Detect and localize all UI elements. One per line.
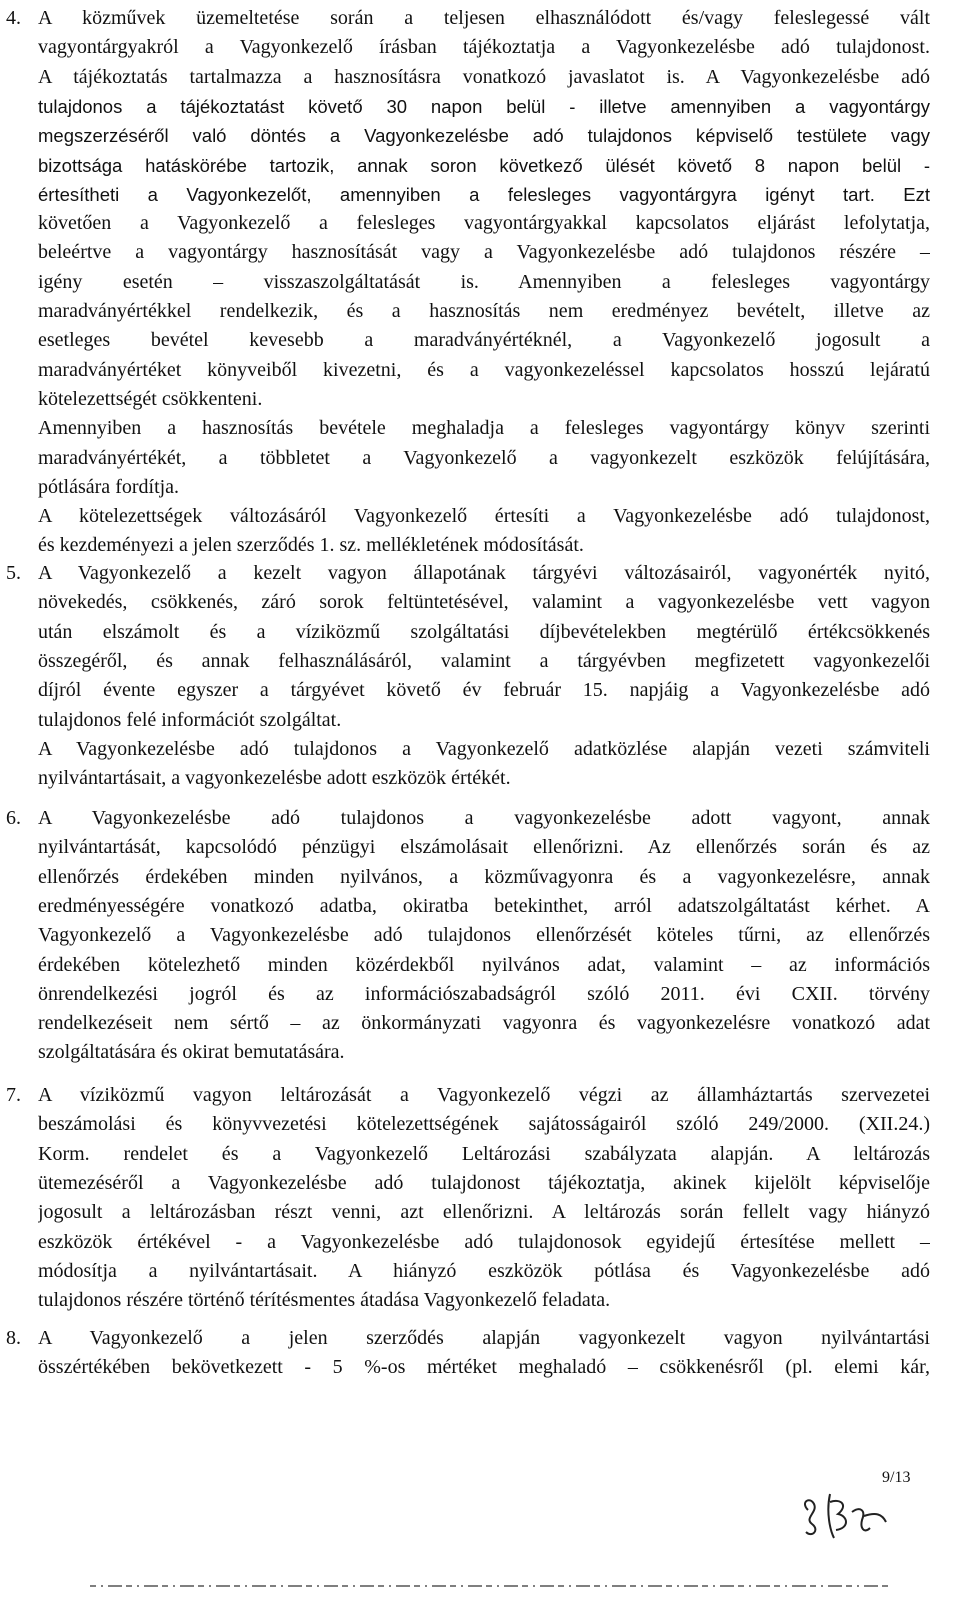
text-line: igény esetén – visszaszolgáltatását is. Amennyiben a felesleges vagyontárgy (38, 270, 930, 293)
paragraph-number: 4. (6, 7, 21, 29)
text-line: és kezdeményezi a jelen szerződés 1. sz. mellékletének módosítását. (38, 534, 584, 557)
text-line: maradványértékét, a többletet a Vagyonkezelő a vagyonkezelt eszközök felújítására, (38, 446, 930, 469)
text-line: nyilvántartását, kapcsolódó pénzügyi elszámolásait ellenőrizni. Az ellenőrzés során és az (38, 836, 930, 859)
text-line: maradványértékkel rendelkezik, és a hasznosítás nem eredményez bevételt, illetve az (38, 300, 930, 322)
page-number: 9/13 (882, 1469, 911, 1486)
text-line: A víziközmű vagyon leltározását a Vagyonkezelő végzi az államháztartás szervezetei (38, 1084, 930, 1106)
paragraph-number: 7. (6, 1084, 21, 1106)
text-line: beleértve a vagyontárgy hasznosítását vagy a Vagyonkezelésbe adó tulajdonos részére – (38, 241, 930, 264)
text-line: A Vagyonkezelő a kezelt vagyon állapotának tárgyévi változásairól, vagyonérték nyitó, (38, 562, 930, 584)
text-line: jogosult a leltározásban részt venni, azt ellenőrizni. A leltározás során fellelt vagy hiányzó (38, 1201, 930, 1224)
text-line: Amennyiben a hasznosítás bevétele meghaladja a felesleges vagyontárgy könyv szerinti (38, 417, 930, 440)
text-line: kötelezettségét csökkenteni. (38, 387, 263, 410)
text-line: A kötelezettségek változásáról Vagyonkezelő értesíti a Vagyonkezelésbe adó tulajdonost, (38, 505, 930, 528)
text-line: eszközök értékével - a Vagyonkezelésbe adó tulajdonosok egyidejű értesítése mellett – (38, 1230, 930, 1253)
text-line: tulajdonos részére történő térítésmentes átadása Vagyonkezelő feladata. (38, 1289, 611, 1312)
text-line: követően a Vagyonkezelő a felesleges vagyontárgyakkal kapcsolatos eljárást lefolytatja, (38, 212, 930, 235)
text-line: pótlására fordítja. (38, 475, 180, 498)
text-line: összértékében bekövetkezett - 5 %-os mértéket meghaladó – csökkenésről (pl. elemi kár, (38, 1356, 930, 1379)
text-line: maradványértéket könyveiből kivezetni, és a vagyonkezeléssel kapcsolatos hosszú lejáratú (38, 358, 930, 381)
paragraph-number: 6. (6, 807, 21, 829)
text-line: összegéről, és annak felhasználásáról, valamint a tárgyévben megfizetett vagyonkezelői (38, 649, 930, 672)
paragraph-number: 5. (6, 562, 21, 584)
text-line: A tájékoztatás tartalmazza a hasznosításra vonatkozó javaslatot is. A Vagyonkezelésbe adó (38, 65, 930, 88)
text-line: A közművek üzemeltetése során a teljesen elhasználódott és/vagy feleslegessé vált (38, 7, 930, 29)
text-line: beszámolási és könyvvezetési kötelezettségének sajátosságairól szóló 249/2000. (XII.24.) (38, 1113, 930, 1136)
text-line: díjról évente egyszer a tárgyévet követő év február 15. napjáig a Vagyonkezelésbe adó (38, 679, 930, 702)
text-line: bizottsága hatáskörébe tartozik, annak soron következő ülését követő 8 napon belül - (38, 154, 930, 176)
scan-edge-artifact (90, 1583, 890, 1589)
text-line: A Vagyonkezelésbe adó tulajdonos a Vagyonkezelő adatközlése alapján vezeti számviteli (38, 737, 930, 760)
text-line: Vagyonkezelő a Vagyonkezelésbe adó tulajdonos ellenőrzését köteles tűrni, az ellenőrzés (38, 924, 930, 947)
text-line: szolgáltatására és okirat bemutatására. (38, 1041, 345, 1064)
text-line: ütemezéséről a Vagyonkezelésbe adó tulajdonost tájékoztatja, akinek kijelölt képviselője (38, 1171, 930, 1194)
text-line: rendelkezéseit nem sértő – az önkormányzati vagyonra és vagyonkezelésre vonatkozó adat (38, 1012, 930, 1035)
text-line: tulajdonos felé információt szolgáltat. (38, 708, 342, 731)
text-line: nyilvántartásait, a vagyonkezelésbe adott eszközök értékét. (38, 767, 511, 790)
text-line: után elszámolt és a víziközmű szolgáltatási díjbevételekben megtérülő értékcsökkenés (38, 620, 930, 643)
text-line: A Vagyonkezelő a jelen szerződés alapján vagyonkezelt vagyon nyilvántartási (38, 1327, 930, 1349)
text-line: módosítja a nyilvántartásait. A hiányzó eszközök pótlása és Vagyonkezelésbe adó (38, 1259, 930, 1282)
text-line: vagyontárgyakról a Vagyonkezelő írásban tájékoztatja a Vagyonkezelésbe adó tulajdonost. (38, 36, 930, 59)
text-line: Korm. rendelet és a Vagyonkezelő Leltározási szabályzata alapján. A leltározás (38, 1142, 930, 1165)
text-line: ellenőrzés érdekében minden nyilvános, a közművagyonra és a vagyonkezelésre, annak (38, 865, 930, 888)
paragraph-number: 8. (6, 1327, 21, 1349)
text-line: értesítheti a Vagyonkezelőt, amennyiben a felesleges vagyontárgyra igényt tart. Ezt (38, 183, 930, 205)
text-line: eredményességére vonatkozó adatba, okiratba betekinthet, arról adatszolgáltatást kérhet. A (38, 894, 930, 917)
text-line: növekedés, csökkenés, záró sorok feltüntetésével, valamint a vagyonkezelésbe vett vagyon (38, 591, 930, 614)
text-line: önrendelkezési jogról és az információszabadságról szóló 2011. évi CXII. törvény (38, 982, 930, 1005)
text-line: megszerzéséről való döntés a Vagyonkezelésbe adó tulajdonos képviselő testülete vagy (38, 125, 930, 147)
text-line: tulajdonos a tájékoztatást követő 30 napon belül - illetve amennyiben a vagyontárgy (38, 95, 930, 117)
text-line: A Vagyonkezelésbe adó tulajdonos a vagyonkezelésbe adott vagyont, annak (38, 807, 930, 829)
handwritten-signature (790, 1472, 900, 1552)
text-line: érdekében kötelezhető minden közérdekből nyilvános adat, valamint – az információs (38, 953, 930, 976)
text-line: esetleges bevétel kevesebb a maradványértéknél, a Vagyonkezelő jogosult a (38, 329, 930, 352)
